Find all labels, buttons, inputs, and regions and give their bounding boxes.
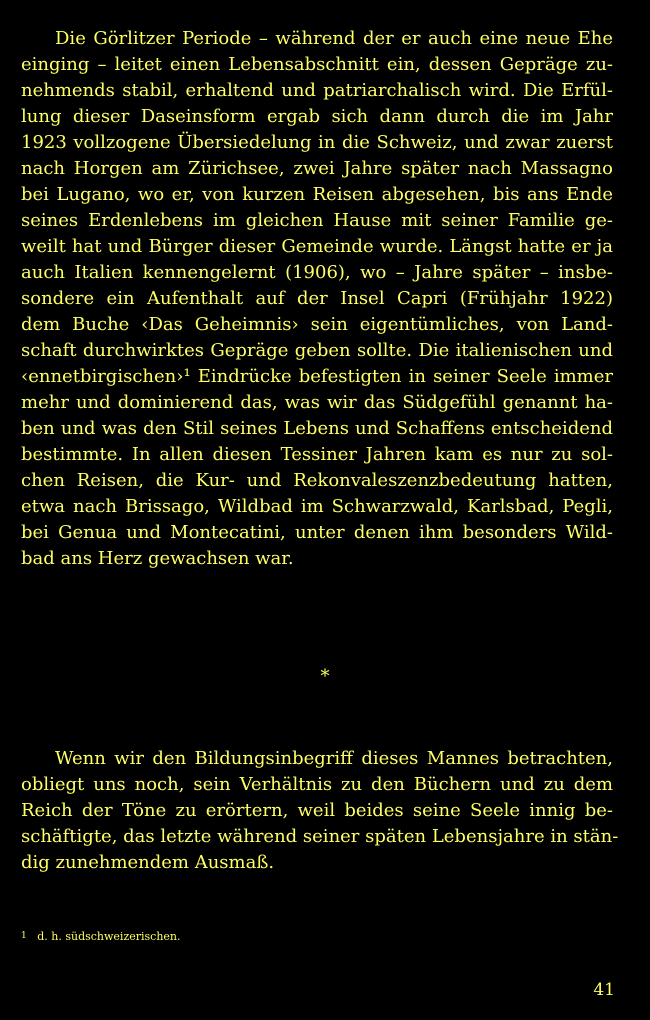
section-separator: * (320, 666, 330, 687)
text-line: lung dieser Daseinsform ergab sich dann durch die im Jahr (21, 106, 613, 127)
text-line: weilt hat und Bürger dieser Gemeinde wurde. Längst hatte er ja (21, 236, 613, 257)
text-line: auch Italien kennengelernt (1906), wo – Jahre später – insbe- (21, 262, 613, 283)
text-line: mehr und dominierend das, was wir das Südgefühl genannt ha- (21, 392, 613, 413)
text-line: Reich der Töne zu erörtern, weil beides seine Seele innig be- (21, 800, 613, 821)
text-line: Wenn wir den Bildungsinbegriff dieses Mannes betrachten, (55, 748, 613, 769)
page-number: 41 (593, 980, 615, 1000)
text-line: bei Genua und Montecatini, unter denen ihm besonders Wild- (21, 522, 613, 543)
text-line: 1923 vollzogene Übersiedelung in die Schweiz, und zwar zuerst (21, 132, 613, 153)
footnote-marker: 1 (21, 931, 27, 941)
text-line: etwa nach Brissago, Wildbad im Schwarzwald, Karlsbad, Pegli, (21, 496, 613, 517)
text-line: bad ans Herz gewachsen war. (21, 548, 294, 569)
text-line: nach Horgen am Zürichsee, zwei Jahre später nach Massagno (21, 158, 613, 179)
text-line: dem Buche ‹Das Geheimnis› sein eigentümliches, von Land- (21, 314, 613, 335)
text-line: obliegt uns noch, sein Verhältnis zu den Büchern und zu dem (21, 774, 613, 795)
footnote-text: d. h. südschweizerischen. (37, 930, 181, 943)
text-line: nehmends stabil, erhaltend und patriarchalisch wird. Die Erfül- (21, 80, 613, 101)
text-line: ‹ennetbirgischen›¹ Eindrücke befestigten in seiner Seele immer (21, 366, 613, 387)
text-line: bestimmte. In allen diesen Tessiner Jahren kam es nur zu sol- (21, 444, 613, 465)
text-line: ben und was den Stil seines Lebens und Schaffens entscheidend (21, 418, 613, 439)
text-line: schaft durchwirktes Gepräge geben sollte. Die italienischen und (21, 340, 613, 361)
text-line: sondere ein Aufenthalt auf der Insel Capri (Frühjahr 1922) (21, 288, 613, 309)
text-line: chen Reisen, die Kur- und Rekonvaleszenzbedeutung hatten, (21, 470, 613, 491)
text-line: bei Lugano, wo er, von kurzen Reisen abgesehen, bis ans Ende (21, 184, 613, 205)
footnote (21, 931, 181, 942)
text-line: seines Erdenlebens im gleichen Hause mit seiner Familie ge- (21, 210, 613, 231)
text-line: schäftigte, das letzte während seiner späten Lebensjahre in stän- (21, 826, 619, 847)
text-line: einging – leitet einen Lebensabschnitt ein, dessen Gepräge zu- (21, 54, 613, 75)
text-line: dig zunehmendem Ausmaß. (21, 852, 275, 873)
text-line: Die Görlitzer Periode – während der er auch eine neue Ehe (55, 28, 613, 49)
